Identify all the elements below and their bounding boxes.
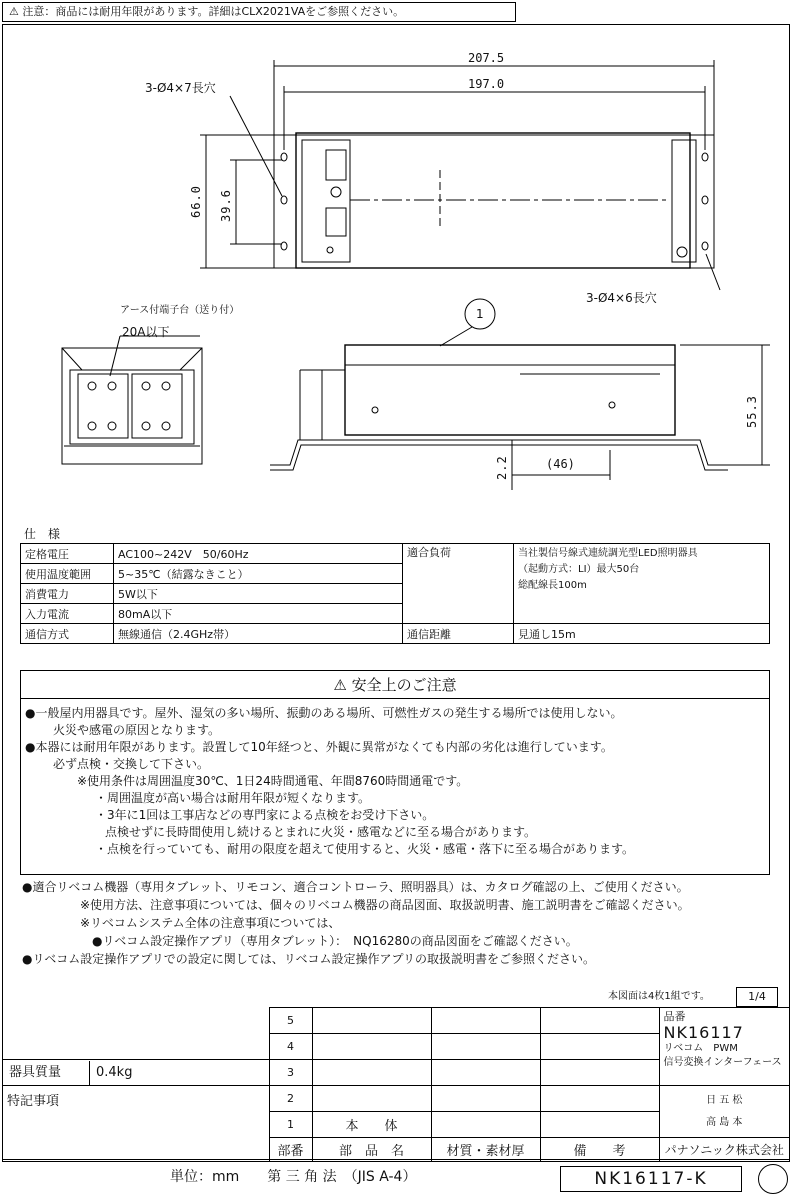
row-number: 1 bbox=[269, 1112, 312, 1138]
safety-line: ※使用条件は周囲温度30℃、1日24時間通電、年間8760時間通電です。 bbox=[77, 774, 469, 788]
hole-label-right: 3-Ø4×6長穴 bbox=[586, 291, 657, 305]
product-label: 品番 bbox=[663, 1010, 686, 1023]
weight-cell bbox=[3, 1060, 270, 1086]
top-view-plate bbox=[274, 135, 714, 268]
dim-height: 55.3 bbox=[745, 395, 759, 428]
safety-line: ●本器には耐用年限があります。設置して10年経つと、外観に異常がなくても内部の劣化は進行しています。 bbox=[25, 740, 613, 754]
earth-terminal-label: アース付端子台（送り付） bbox=[120, 305, 240, 316]
product-desc-2: 信号変換インターフェース bbox=[663, 1057, 782, 1068]
load-label: 適合負荷 bbox=[403, 544, 514, 624]
units-note: 単位：mm 第 三 角 法 （JIS A-4） bbox=[170, 1169, 417, 1185]
weight-label: 器具質量 bbox=[3, 1061, 90, 1085]
dim-hole-width: 39.6 bbox=[219, 189, 233, 222]
drawing-number: NK16117-K bbox=[560, 1166, 742, 1192]
staff-cell bbox=[659, 1086, 790, 1138]
safety-line: 必ず点検・交換して下さい。 bbox=[53, 757, 210, 771]
safety-line: ・点検を行っていても、耐用の限度を超えて使用すると、火災・感電・落下に至る場合があります。 bbox=[95, 842, 635, 856]
spec-label: 入力電流 bbox=[21, 604, 114, 624]
load-value bbox=[514, 544, 770, 624]
safety-line: ・周囲温度が高い場合は耐用年限が短くなります。 bbox=[95, 791, 371, 805]
earth-rating-label: 20A以下 bbox=[122, 325, 170, 339]
note-line: ※使用方法、注意事項については、個々のリベコム機器の商品図面、取扱説明書、施工説明書をご確認ください。 bbox=[80, 898, 690, 912]
header-material: 材質・素材厚 bbox=[431, 1138, 540, 1162]
sheet-note: 本図面は4枚1組です。 bbox=[608, 991, 710, 1002]
weight-value: 0.4kg bbox=[96, 1064, 133, 1080]
range-label: 通信距離 bbox=[403, 624, 514, 644]
spec-value: 80mA以下 bbox=[114, 604, 403, 624]
warning-icon: ⚠ bbox=[9, 5, 19, 18]
spec-table bbox=[20, 543, 770, 644]
safety-box bbox=[20, 670, 770, 875]
part-name: 本 体 bbox=[312, 1112, 431, 1138]
dim-bracket: 2.2 bbox=[495, 455, 509, 480]
spec-heading: 仕 様 bbox=[24, 527, 61, 541]
range-value: 見通し15m bbox=[514, 624, 770, 644]
header-no: 部番 bbox=[269, 1138, 312, 1162]
safety-line: 火災や感電の原因となります。 bbox=[53, 723, 221, 737]
safety-line: 点検せずに長時間使用し続けるとまれに火災・感電などに至る場合があります。 bbox=[105, 825, 537, 839]
row-number: 5 bbox=[269, 1008, 312, 1034]
note-line: ●リベコム設定操作アプリ（専用タブレット）： NQ16280の商品図面をご確認ください。 bbox=[92, 934, 578, 948]
product-desc-1: リベコム PWM bbox=[663, 1043, 738, 1054]
safety-line: ・3年に1回は工事店などの専門家による点検をお受け下さい。 bbox=[95, 808, 435, 822]
technical-drawing bbox=[0, 0, 792, 530]
load-value-2: （起動方式：LI）最大50台 bbox=[518, 564, 640, 575]
balloon-1: 1 bbox=[476, 307, 484, 321]
warning-icon: ⚠ bbox=[333, 676, 347, 694]
spec-value: 5~35℃（結露なきこと） bbox=[114, 564, 403, 584]
company-name: パナソニック株式会社 bbox=[659, 1138, 790, 1162]
special-label: 特記事項 bbox=[3, 1086, 270, 1162]
product-cell bbox=[659, 1008, 790, 1086]
spec-label: 消費電力 bbox=[21, 584, 114, 604]
spec-value: AC100~242V 50/60Hz bbox=[114, 544, 403, 564]
product-number: NK16117 bbox=[663, 1023, 744, 1042]
side-view-body bbox=[345, 345, 675, 435]
title-block bbox=[2, 1007, 790, 1162]
safety-title: 安全上のご注意 bbox=[351, 676, 457, 694]
sheet-number: 1/4 bbox=[736, 987, 778, 1007]
dim-overall-length: 207.5 bbox=[468, 51, 505, 65]
header-remarks: 備 考 bbox=[540, 1138, 659, 1162]
spec-value: 無線通信（2.4GHz帯） bbox=[114, 624, 403, 644]
row-number: 2 bbox=[269, 1086, 312, 1112]
row-number: 3 bbox=[269, 1060, 312, 1086]
spec-label: 通信方式 bbox=[21, 624, 114, 644]
load-value-1: 当社製信号線式連続調光型LED照明器具 bbox=[518, 548, 698, 559]
spec-label: 使用温度範囲 bbox=[21, 564, 114, 584]
load-value-3: 総配線長100m bbox=[518, 580, 587, 591]
row-number: 4 bbox=[269, 1034, 312, 1060]
header-name: 部 品 名 bbox=[312, 1138, 431, 1162]
staff-1: 日 五 松 bbox=[706, 1094, 743, 1106]
safety-line: ●一般屋内用器具です。屋外、湿気の多い場所、振動のある場所、可燃性ガスの発生する場所では使用しない。 bbox=[25, 706, 623, 720]
note-line: ※リベコムシステム全体の注意事項については、 bbox=[80, 916, 341, 930]
note-line: ●適合リベコム機器（専用タブレット、リモコン、適合コントローラ、照明器具）は、カタログ確認の上、ご使用ください。 bbox=[22, 880, 689, 894]
dim-hole-pitch: 197.0 bbox=[468, 77, 505, 91]
notice-text: 注意：商品には耐用年限があります。詳細はCLX2021VAをご参照ください。 bbox=[22, 5, 405, 18]
spec-label: 定格電圧 bbox=[21, 544, 114, 564]
dim-width: 66.0 bbox=[189, 185, 203, 218]
revision-circle bbox=[758, 1164, 788, 1194]
note-line: ●リベコム設定操作アプリでの設定に関しては、リベコム設定操作アプリの取扱説明書をご参照ください。 bbox=[22, 952, 596, 966]
spec-value: 5W以下 bbox=[114, 584, 403, 604]
hole-label-left: 3-Ø4×7長穴 bbox=[145, 81, 216, 95]
dim-46: (46) bbox=[546, 457, 575, 471]
staff-2: 高 島 本 bbox=[706, 1116, 743, 1128]
safety-header bbox=[21, 671, 769, 699]
